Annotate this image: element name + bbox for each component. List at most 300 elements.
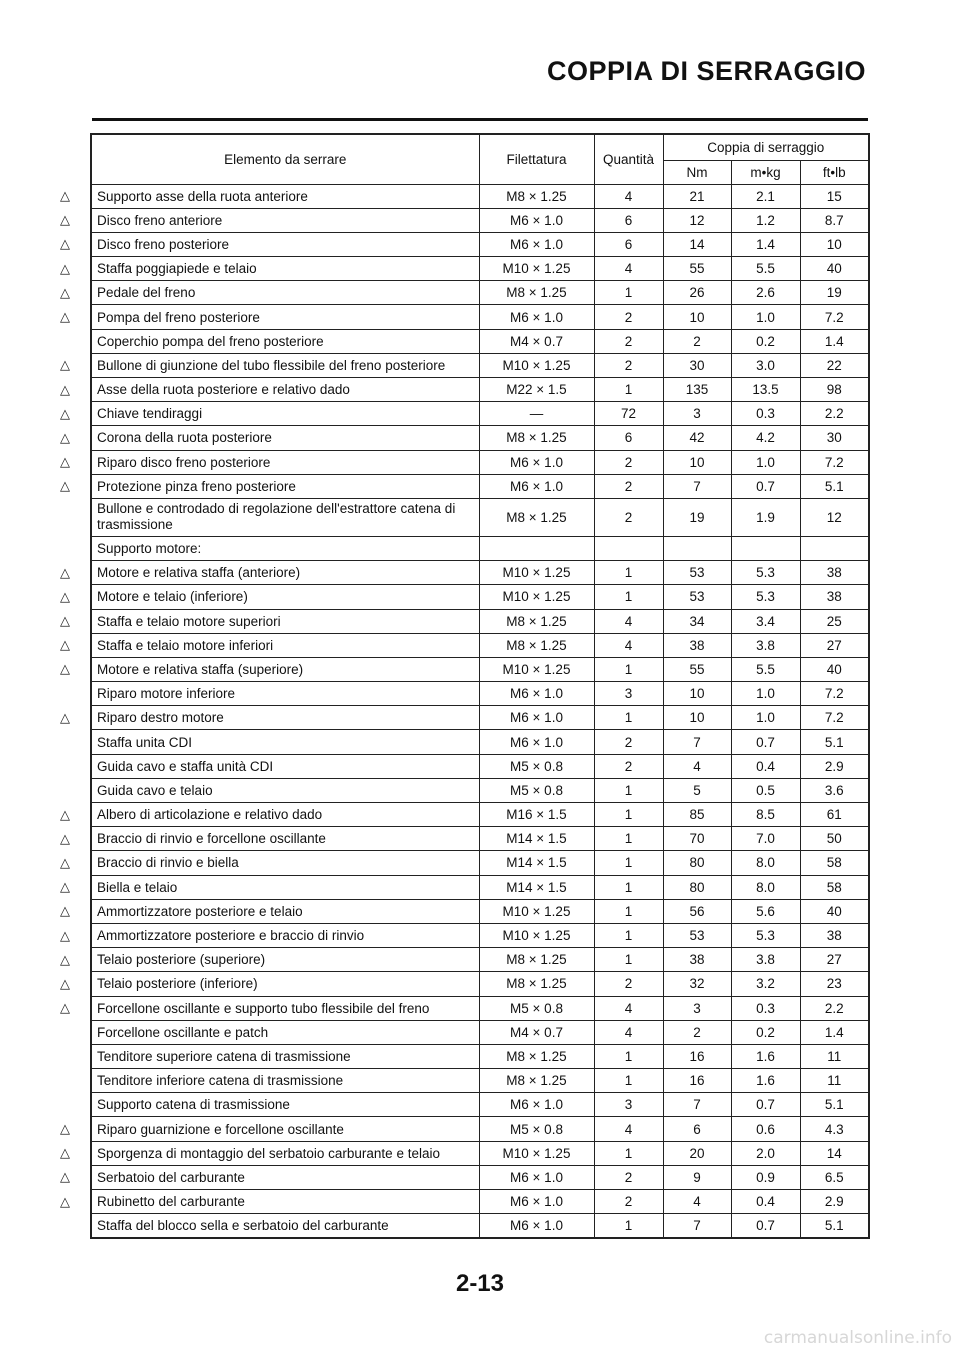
thread-cell: M5 × 0.8 — [479, 754, 594, 778]
element-cell — [60, 585, 479, 609]
element-cell — [60, 232, 479, 256]
ftlb-cell: 2.9 — [800, 1190, 869, 1214]
nm-cell: 3 — [663, 402, 731, 426]
quantity-cell: 4 — [594, 609, 663, 633]
ftlb-cell: 12 — [800, 498, 869, 536]
element-label: Braccio di rinvio e forcellone oscillante — [97, 831, 326, 847]
thread-cell: M6 × 1.0 — [479, 305, 594, 329]
element-label: Corona della ruota posteriore — [97, 430, 272, 446]
element-cell — [60, 281, 479, 305]
table-row — [91, 257, 869, 281]
table-row — [91, 730, 869, 754]
nm-cell: 16 — [663, 1044, 731, 1068]
element-cell — [91, 754, 479, 778]
quantity-cell: 1 — [594, 827, 663, 851]
quantity-cell: 3 — [594, 1093, 663, 1117]
mkg-cell: 1.0 — [731, 706, 800, 730]
element-cell — [91, 1020, 479, 1044]
nm-cell: 20 — [663, 1141, 731, 1165]
ftlb-cell: 30 — [800, 426, 869, 450]
element-label: Pompa del freno posteriore — [97, 309, 260, 325]
element-cell — [60, 972, 479, 996]
quantity-cell: 1 — [594, 1141, 663, 1165]
ftlb-cell: 10 — [800, 232, 869, 256]
triangle-mark-icon: △ — [60, 879, 70, 895]
element-cell — [60, 827, 479, 851]
ftlb-cell — [800, 536, 869, 560]
nm-cell: 10 — [663, 706, 731, 730]
mkg-cell: 13.5 — [731, 378, 800, 402]
mkg-cell: 0.7 — [731, 1093, 800, 1117]
mkg-cell: 1.2 — [731, 208, 800, 232]
element-label: Motore e telaio (inferiore) — [97, 589, 248, 605]
quantity-cell: 2 — [594, 1165, 663, 1189]
element-cell — [60, 257, 479, 281]
quantity-cell: 1 — [594, 875, 663, 899]
nm-cell: 4 — [663, 754, 731, 778]
table-row — [91, 1020, 869, 1044]
column-header-mkg: m•kg — [731, 160, 800, 184]
nm-cell: 7 — [663, 474, 731, 498]
nm-cell: 9 — [663, 1165, 731, 1189]
element-cell — [60, 1141, 479, 1165]
triangle-mark-icon: △ — [60, 927, 70, 943]
thread-cell: M6 × 1.0 — [479, 1165, 594, 1189]
thread-cell: M14 × 1.5 — [479, 851, 594, 875]
thread-cell: M22 × 1.5 — [479, 378, 594, 402]
nm-cell: 80 — [663, 851, 731, 875]
ftlb-cell: 1.4 — [800, 329, 869, 353]
column-header-element: Elemento da serrare — [91, 134, 479, 184]
ftlb-cell: 98 — [800, 378, 869, 402]
nm-cell: 16 — [663, 1069, 731, 1093]
triangle-mark-icon: △ — [60, 429, 70, 445]
mkg-cell: 3.8 — [731, 948, 800, 972]
table-row — [91, 1190, 869, 1214]
table-row — [91, 682, 869, 706]
table-row — [91, 450, 869, 474]
mkg-cell: 5.3 — [731, 585, 800, 609]
nm-cell: 55 — [663, 257, 731, 281]
thread-cell: M16 × 1.5 — [479, 803, 594, 827]
thread-cell: M10 × 1.25 — [479, 657, 594, 681]
ftlb-cell: 58 — [800, 875, 869, 899]
nm-cell: 2 — [663, 1020, 731, 1044]
ftlb-cell: 6.5 — [800, 1165, 869, 1189]
thread-cell: M6 × 1.0 — [479, 1093, 594, 1117]
column-header-nm: Nm — [663, 160, 731, 184]
table-row — [91, 948, 869, 972]
ftlb-cell: 25 — [800, 609, 869, 633]
ftlb-cell: 1.4 — [800, 1020, 869, 1044]
element-cell — [91, 1214, 479, 1238]
element-cell — [60, 1117, 479, 1141]
quantity-cell: 2 — [594, 972, 663, 996]
triangle-mark-icon: △ — [60, 806, 70, 822]
element-label: Sporgenza di montaggio del serbatoio carburante e telaio — [97, 1145, 440, 1161]
ftlb-cell: 5.1 — [800, 474, 869, 498]
triangle-mark-icon: △ — [60, 260, 70, 276]
table-row — [91, 923, 869, 947]
triangle-mark-icon: △ — [60, 309, 70, 325]
thread-cell: M8 × 1.25 — [479, 1069, 594, 1093]
element-cell — [60, 948, 479, 972]
nm-cell: 135 — [663, 378, 731, 402]
triangle-mark-icon: △ — [60, 236, 70, 252]
thread-cell: M10 × 1.25 — [479, 1141, 594, 1165]
quantity-cell — [594, 536, 663, 560]
triangle-mark-icon: △ — [60, 405, 70, 421]
quantity-cell: 1 — [594, 803, 663, 827]
ftlb-cell: 5.1 — [800, 1214, 869, 1238]
quantity-cell: 1 — [594, 378, 663, 402]
element-label: Disco freno anteriore — [97, 212, 223, 228]
thread-cell: M10 × 1.25 — [479, 561, 594, 585]
table-row — [91, 184, 869, 208]
element-label: Forcellone oscillante e patch — [97, 1024, 269, 1040]
ftlb-cell: 7.2 — [800, 305, 869, 329]
quantity-cell: 1 — [594, 1214, 663, 1238]
element-cell — [60, 561, 479, 585]
ftlb-cell: 7.2 — [800, 706, 869, 730]
table-row — [91, 754, 869, 778]
triangle-mark-icon: △ — [60, 637, 70, 653]
ftlb-cell: 38 — [800, 923, 869, 947]
element-label: Braccio di rinvio e biella — [97, 855, 239, 871]
thread-cell: M5 × 0.8 — [479, 1117, 594, 1141]
mkg-cell: 0.3 — [731, 996, 800, 1020]
table-row — [91, 851, 869, 875]
nm-cell: 6 — [663, 1117, 731, 1141]
triangle-mark-icon: △ — [60, 588, 70, 604]
ftlb-cell: 40 — [800, 257, 869, 281]
triangle-mark-icon: △ — [60, 1000, 70, 1016]
thread-cell: M8 × 1.25 — [479, 972, 594, 996]
thread-cell: M6 × 1.0 — [479, 450, 594, 474]
element-label: Rubinetto del carburante — [97, 1194, 245, 1210]
triangle-mark-icon: △ — [60, 854, 70, 870]
thread-cell: M8 × 1.25 — [479, 633, 594, 657]
element-label: Tenditore superiore catena di trasmissione — [97, 1048, 351, 1064]
element-cell — [60, 875, 479, 899]
ftlb-cell: 5.1 — [800, 1093, 869, 1117]
element-label: Supporto motore: — [97, 541, 202, 557]
element-cell — [91, 682, 479, 706]
thread-cell — [479, 536, 594, 560]
column-header-torque: Coppia di serraggio — [663, 134, 869, 160]
element-label: Riparo guarnizione e forcellone oscillante — [97, 1121, 344, 1137]
table-row — [91, 232, 869, 256]
table-row — [91, 1044, 869, 1068]
thread-cell: M6 × 1.0 — [479, 232, 594, 256]
thread-cell: M8 × 1.25 — [479, 184, 594, 208]
thread-cell: M5 × 0.8 — [479, 778, 594, 802]
table-row — [91, 426, 869, 450]
ftlb-cell: 40 — [800, 657, 869, 681]
element-cell — [60, 923, 479, 947]
table-body — [60, 184, 869, 1238]
table-row — [91, 1165, 869, 1189]
ftlb-cell: 2.2 — [800, 996, 869, 1020]
mkg-cell: 5.5 — [731, 657, 800, 681]
table-row — [91, 706, 869, 730]
table-row — [91, 1117, 869, 1141]
element-label: Ammortizzatore posteriore e telaio — [97, 903, 303, 919]
quantity-cell: 2 — [594, 730, 663, 754]
element-cell — [60, 305, 479, 329]
quantity-cell: 1 — [594, 1069, 663, 1093]
quantity-cell: 4 — [594, 1117, 663, 1141]
element-label: Motore e relativa staffa (superiore) — [97, 661, 304, 677]
element-label: Staffa e telaio motore superiori — [97, 613, 281, 629]
quantity-cell: 6 — [594, 426, 663, 450]
mkg-cell: 0.7 — [731, 1214, 800, 1238]
triangle-mark-icon: △ — [60, 1169, 70, 1185]
thread-cell: M8 × 1.25 — [479, 1044, 594, 1068]
ftlb-cell: 4.3 — [800, 1117, 869, 1141]
ftlb-cell: 27 — [800, 948, 869, 972]
element-cell — [91, 329, 479, 353]
nm-cell: 53 — [663, 561, 731, 585]
quantity-cell: 4 — [594, 257, 663, 281]
mkg-cell: 5.6 — [731, 899, 800, 923]
table-row — [91, 633, 869, 657]
element-cell — [60, 208, 479, 232]
mkg-cell: 1.6 — [731, 1069, 800, 1093]
triangle-mark-icon: △ — [60, 975, 70, 991]
thread-cell: M10 × 1.25 — [479, 899, 594, 923]
mkg-cell: 4.2 — [731, 426, 800, 450]
element-cell — [60, 996, 479, 1020]
element-label: Ammortizzatore posteriore e braccio di rinvio — [97, 928, 365, 944]
element-label: Bullone di giunzione del tubo flessibile del freno posteriore — [97, 357, 446, 373]
thread-cell: M4 × 0.7 — [479, 1020, 594, 1044]
nm-cell: 10 — [663, 450, 731, 474]
nm-cell: 10 — [663, 682, 731, 706]
element-label: Bullone e controdado di regolazione dell'estrattore catena di trasmissione — [97, 501, 456, 533]
quantity-cell: 2 — [594, 353, 663, 377]
element-label: Forcellone oscillante e supporto tubo flessibile del freno — [97, 1000, 430, 1016]
quantity-cell: 1 — [594, 706, 663, 730]
quantity-cell: 1 — [594, 585, 663, 609]
mkg-cell: 3.4 — [731, 609, 800, 633]
nm-cell: 7 — [663, 1214, 731, 1238]
quantity-cell: 1 — [594, 851, 663, 875]
nm-cell: 7 — [663, 730, 731, 754]
thread-cell: M6 × 1.0 — [479, 682, 594, 706]
element-label: Supporto asse della ruota anteriore — [97, 188, 308, 204]
quantity-cell: 2 — [594, 305, 663, 329]
element-label: Riparo motore inferiore — [97, 686, 236, 702]
table-row — [91, 827, 869, 851]
nm-cell: 19 — [663, 498, 731, 536]
ftlb-cell: 5.1 — [800, 730, 869, 754]
mkg-cell: 0.7 — [731, 474, 800, 498]
nm-cell: 14 — [663, 232, 731, 256]
element-cell — [60, 450, 479, 474]
nm-cell: 80 — [663, 875, 731, 899]
quantity-cell: 1 — [594, 1044, 663, 1068]
element-cell — [60, 657, 479, 681]
element-label: Riparo disco freno posteriore — [97, 454, 271, 470]
thread-cell: M6 × 1.0 — [479, 730, 594, 754]
nm-cell: 30 — [663, 353, 731, 377]
mkg-cell: 5.5 — [731, 257, 800, 281]
triangle-mark-icon: △ — [60, 830, 70, 846]
element-cell — [60, 633, 479, 657]
triangle-mark-icon: △ — [60, 478, 70, 494]
element-label: Staffa poggiapiede e telaio — [97, 261, 257, 277]
quantity-cell: 4 — [594, 1020, 663, 1044]
table-row — [91, 353, 869, 377]
triangle-mark-icon: △ — [60, 613, 70, 629]
element-label: Telaio posteriore (superiore) — [97, 952, 266, 968]
mkg-cell: 1.0 — [731, 682, 800, 706]
quantity-cell: 6 — [594, 208, 663, 232]
mkg-cell: 0.5 — [731, 778, 800, 802]
table-row — [91, 899, 869, 923]
quantity-cell: 1 — [594, 948, 663, 972]
mkg-cell: 1.0 — [731, 305, 800, 329]
quantity-cell: 2 — [594, 1190, 663, 1214]
table-row — [91, 536, 869, 560]
mkg-cell: 2.0 — [731, 1141, 800, 1165]
mkg-cell: 0.6 — [731, 1117, 800, 1141]
column-header-ftlb: ft•lb — [800, 160, 869, 184]
thread-cell: M10 × 1.25 — [479, 353, 594, 377]
element-label: Guida cavo e telaio — [97, 782, 213, 798]
mkg-cell: 7.0 — [731, 827, 800, 851]
thread-cell: M5 × 0.8 — [479, 996, 594, 1020]
element-label: Staffa del blocco sella e serbatoio del carburante — [97, 1218, 389, 1234]
element-cell — [60, 803, 479, 827]
mkg-cell: 2.6 — [731, 281, 800, 305]
ftlb-cell: 50 — [800, 827, 869, 851]
nm-cell: 38 — [663, 948, 731, 972]
column-header-thread: Filettatura — [479, 134, 594, 184]
triangle-mark-icon: △ — [60, 709, 70, 725]
element-cell — [60, 1190, 479, 1214]
watermark: carmanualsonline.info — [763, 1328, 952, 1348]
table-row — [91, 208, 869, 232]
nm-cell: 5 — [663, 778, 731, 802]
quantity-cell: 1 — [594, 778, 663, 802]
thread-cell: — — [479, 402, 594, 426]
nm-cell: 12 — [663, 208, 731, 232]
ftlb-cell: 2.2 — [800, 402, 869, 426]
table-row — [91, 609, 869, 633]
triangle-mark-icon: △ — [60, 188, 70, 204]
nm-cell: 70 — [663, 827, 731, 851]
nm-cell: 34 — [663, 609, 731, 633]
ftlb-cell: 22 — [800, 353, 869, 377]
thread-cell: M6 × 1.0 — [479, 208, 594, 232]
element-cell — [91, 1044, 479, 1068]
triangle-mark-icon: △ — [60, 381, 70, 397]
ftlb-cell: 8.7 — [800, 208, 869, 232]
mkg-cell: 1.6 — [731, 1044, 800, 1068]
ftlb-cell: 11 — [800, 1044, 869, 1068]
thread-cell: M6 × 1.0 — [479, 706, 594, 730]
triangle-mark-icon: △ — [60, 661, 70, 677]
element-label: Biella e telaio — [97, 879, 178, 895]
nm-cell: 56 — [663, 899, 731, 923]
nm-cell: 85 — [663, 803, 731, 827]
element-cell — [91, 536, 479, 560]
element-cell — [60, 474, 479, 498]
element-cell — [60, 378, 479, 402]
table-row — [91, 778, 869, 802]
mkg-cell: 0.9 — [731, 1165, 800, 1189]
ftlb-cell: 3.6 — [800, 778, 869, 802]
table-row — [91, 803, 869, 827]
quantity-cell: 4 — [594, 184, 663, 208]
element-label: Serbatoio del carburante — [97, 1169, 245, 1185]
mkg-cell: 3.2 — [731, 972, 800, 996]
element-label: Supporto catena di trasmissione — [97, 1097, 290, 1113]
element-label: Riparo destro motore — [97, 710, 224, 726]
element-label: Protezione pinza freno posteriore — [97, 478, 296, 494]
triangle-mark-icon: △ — [60, 1121, 70, 1137]
table-row — [91, 1141, 869, 1165]
element-label: Asse della ruota posteriore e relativo dado — [97, 382, 350, 398]
mkg-cell: 0.3 — [731, 402, 800, 426]
nm-cell: 55 — [663, 657, 731, 681]
table-row — [91, 875, 869, 899]
table-row — [91, 402, 869, 426]
ftlb-cell: 38 — [800, 561, 869, 585]
element-label: Telaio posteriore (inferiore) — [97, 976, 258, 992]
thread-cell: M14 × 1.5 — [479, 827, 594, 851]
element-cell — [60, 851, 479, 875]
nm-cell: 21 — [663, 184, 731, 208]
nm-cell: 26 — [663, 281, 731, 305]
ftlb-cell: 40 — [800, 899, 869, 923]
torque-table — [60, 133, 870, 1239]
nm-cell: 4 — [663, 1190, 731, 1214]
mkg-cell: 0.2 — [731, 1020, 800, 1044]
thread-cell: M8 × 1.25 — [479, 609, 594, 633]
quantity-cell: 1 — [594, 561, 663, 585]
element-cell — [91, 1093, 479, 1117]
element-cell — [91, 778, 479, 802]
nm-cell: 10 — [663, 305, 731, 329]
triangle-mark-icon: △ — [60, 1145, 70, 1161]
triangle-mark-icon: △ — [60, 284, 70, 300]
element-label: Guida cavo e staffa unità CDI — [97, 758, 274, 774]
mkg-cell: 3.8 — [731, 633, 800, 657]
nm-cell: 3 — [663, 996, 731, 1020]
element-cell — [60, 609, 479, 633]
element-cell — [60, 184, 479, 208]
mkg-cell: 0.4 — [731, 754, 800, 778]
element-label: Staffa e telaio motore inferiori — [97, 637, 274, 653]
nm-cell: 7 — [663, 1093, 731, 1117]
element-cell — [91, 1069, 479, 1093]
quantity-cell: 1 — [594, 899, 663, 923]
quantity-cell: 4 — [594, 996, 663, 1020]
ftlb-cell: 14 — [800, 1141, 869, 1165]
element-cell — [60, 402, 479, 426]
mkg-cell — [731, 536, 800, 560]
triangle-mark-icon: △ — [60, 454, 70, 470]
mkg-cell: 0.2 — [731, 329, 800, 353]
mkg-cell: 1.4 — [731, 232, 800, 256]
table-row — [91, 474, 869, 498]
thread-cell: M6 × 1.0 — [479, 474, 594, 498]
mkg-cell: 2.1 — [731, 184, 800, 208]
thread-cell: M8 × 1.25 — [479, 948, 594, 972]
